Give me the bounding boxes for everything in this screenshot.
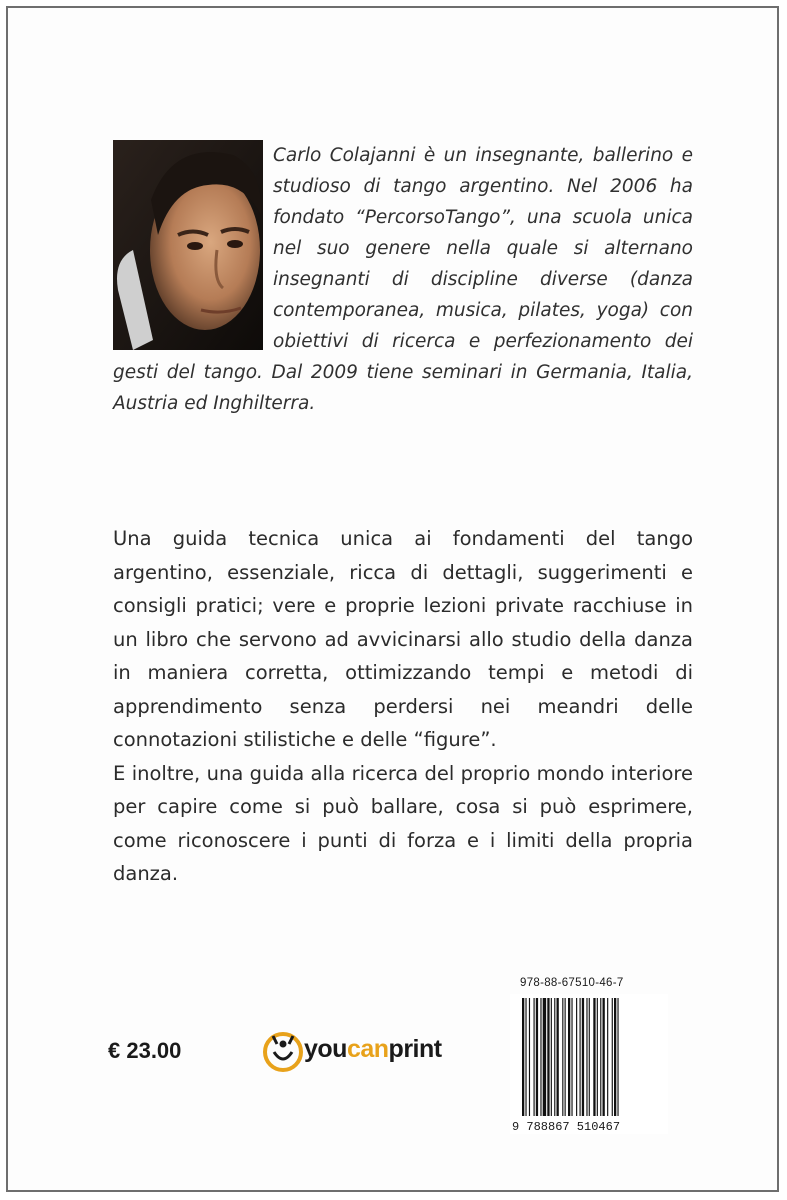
publisher-name — [304, 1035, 442, 1064]
barcode-bar — [565, 998, 566, 1116]
price-label: € 23.00 — [108, 1038, 182, 1063]
barcode-bar — [536, 998, 538, 1116]
isbn-barcode — [510, 994, 668, 1134]
description-paragraph: Una guida tecnica unica ai fondamenti del tango argentino, essenziale, ricca di dettagli, suggerimenti e consigli pratici; vere e proprie lezioni private racchiuse in un libro che servono ad avvicinarsi allo studio della danza in maniera corretta, ottimizzando tempi e metodi di apprendimento senza perdersi nei meandri delle connotazioni stilistiche e delle “figure”. — [113, 527, 693, 751]
barcode-bar — [603, 998, 605, 1116]
author-bio: Carlo Colajanni è un insegnante, ballerino e studioso di tango argentino. Nel 2006 ha fondato “PercorsoTango”, una scuola unica nel suo genere nella quale si alternano insegnanti di discipline diverse (danza contemporanea, musica, pilates, yoga) con obiettivi di ricerca e perfezionamento dei gesti del tango. Dal 2009 tiene seminari in Germania, Italia, Austria ed Inghilterra. — [113, 145, 693, 414]
barcode-bar — [600, 998, 601, 1116]
description-paragraph: E inoltre, una guida alla ricerca del proprio mondo interiore per capire come si può ballare, cosa si può esprimere, come riconoscere i punti di forza e i limiti della propria danza. — [113, 761, 693, 885]
barcode-bar — [568, 998, 570, 1116]
barcode-bar — [551, 998, 552, 1116]
barcode-bar — [562, 998, 563, 1116]
barcode-bar — [557, 998, 559, 1116]
barcode-bar — [534, 998, 535, 1116]
publisher-logo — [262, 1022, 452, 1078]
barcode-bar — [525, 998, 526, 1116]
barcode-digits: 9 788867 510467 — [512, 1120, 621, 1134]
barcode-bar — [543, 998, 546, 1116]
publisher-name-part: you — [304, 1035, 347, 1063]
barcode-bar — [580, 998, 581, 1116]
book-description — [113, 522, 693, 891]
isbn-number: 978-88-67510-46-7 — [520, 977, 624, 989]
barcode-bar — [576, 998, 577, 1116]
publisher-name-part: print — [388, 1035, 442, 1063]
barcode-bar — [593, 998, 595, 1116]
barcode-bar — [617, 998, 618, 1116]
barcode-bar — [589, 998, 590, 1116]
barcode-bar — [540, 998, 541, 1116]
barcode-bar — [547, 998, 549, 1116]
barcode-bar — [612, 998, 613, 1116]
barcode-bar — [586, 998, 587, 1116]
barcode-bar — [614, 998, 616, 1116]
barcode-bar — [522, 998, 524, 1116]
barcode-bar — [554, 998, 555, 1116]
barcode-bar — [529, 998, 530, 1116]
barcode-bar — [607, 998, 608, 1116]
barcode-bar — [571, 998, 572, 1116]
publisher-name-part: can — [346, 1035, 389, 1063]
barcode-bar — [582, 998, 584, 1116]
publisher-emblem-icon — [262, 1022, 304, 1078]
barcode-bar — [597, 998, 598, 1116]
